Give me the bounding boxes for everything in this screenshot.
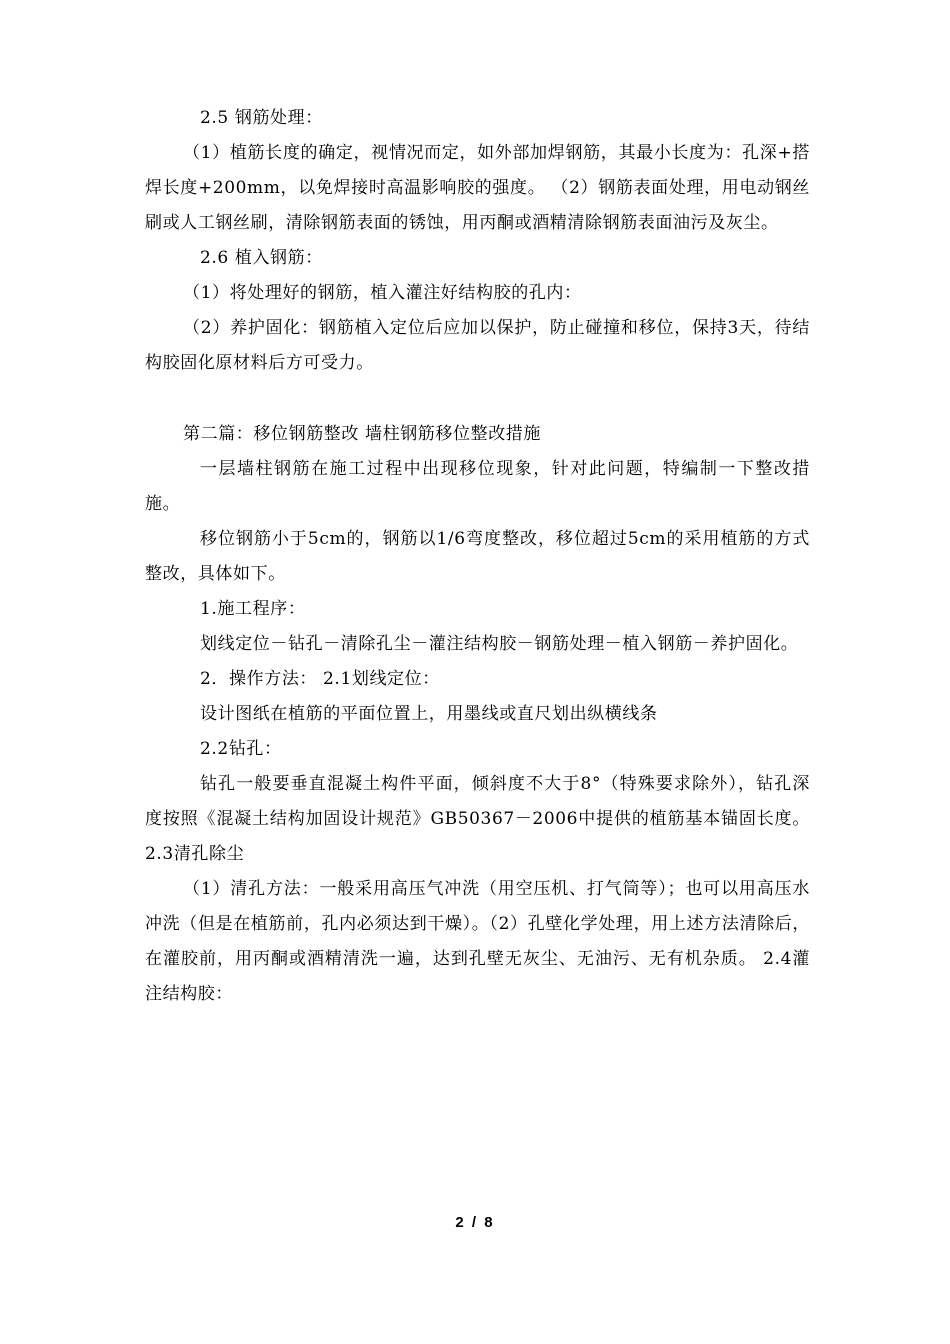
section-heading-2-5: 2.5 钢筋处理：	[200, 108, 323, 128]
paragraph-procedure: 划线定位－钻孔－清除孔尘－灌注结构胶－钢筋处理－植入钢筋－养护固化。	[200, 634, 799, 654]
paragraph-marking: 设计图纸在植筋的平面位置上，用墨线或直尺划出纵横线条	[200, 704, 658, 724]
section-heading-1: 1.施工程序：	[200, 599, 306, 619]
paragraph-insert-rebar-2: （2）养护固化：钢筋植入定位后应加以保护，防止碰撞和移位，保持3天，待结构胶固化原材料后方可受力。	[145, 318, 810, 373]
section-heading-2: 2．操作方法： 2.1划线定位：	[200, 669, 440, 689]
paragraph-drilling: 钻孔一般要垂直混凝土构件平面，倾斜度不大于8°（特殊要求除外），钻孔深度按照《混凝土结构加固设计规范》GB50367－2006中提供的植筋基本锚固长度。 2.3清孔除尘	[145, 774, 810, 864]
paragraph-displacement: 移位钢筋小于5cm的，钢筋以1/6弯度整改，移位超过5cm的采用植筋的方式整改，具体如下。	[145, 529, 810, 584]
chapter-title: 第二篇：移位钢筋整改 墙柱钢筋移位整改措施	[183, 424, 542, 444]
paragraph-rebar-treatment: （1）植筋长度的确定，视情况而定，如外部加焊钢筋，其最小长度为：孔深+搭焊长度+200mm，以免焊接时高温影响胶的强度。 （2）钢筋表面处理，用电动钢丝刷或人工钢丝刷，清除钢筋表面的锈蚀，用丙酮或酒精清除钢筋表面油污及灰尘。	[145, 143, 810, 233]
paragraph-insert-rebar-1: （1）将处理好的钢筋，植入灌注好结构胶的孔内：	[183, 283, 582, 303]
document-body	[145, 101, 810, 1012]
paragraph-intro: 一层墙柱钢筋在施工过程中出现移位现象，针对此问题，特编制一下整改措施。	[145, 459, 810, 514]
section-heading-2-2: 2.2钻孔：	[200, 739, 282, 759]
page-number: 2 / 8	[455, 1214, 495, 1231]
section-heading-2-6: 2.6 植入钢筋：	[200, 248, 323, 268]
paragraph-gap	[145, 381, 810, 417]
paragraph-cleaning: （1）清孔方法：一般采用高压气冲洗（用空压机、打气筒等）；也可以用高压水冲洗（但是在植筋前，孔内必须达到干燥）。（2）孔壁化学处理，用上述方法清除后，在灌胶前，用丙酮或酒精清洗一遍，达到孔壁无灰尘、无油污、无有机杂质。 2.4灌注结构胶：	[145, 879, 810, 1004]
